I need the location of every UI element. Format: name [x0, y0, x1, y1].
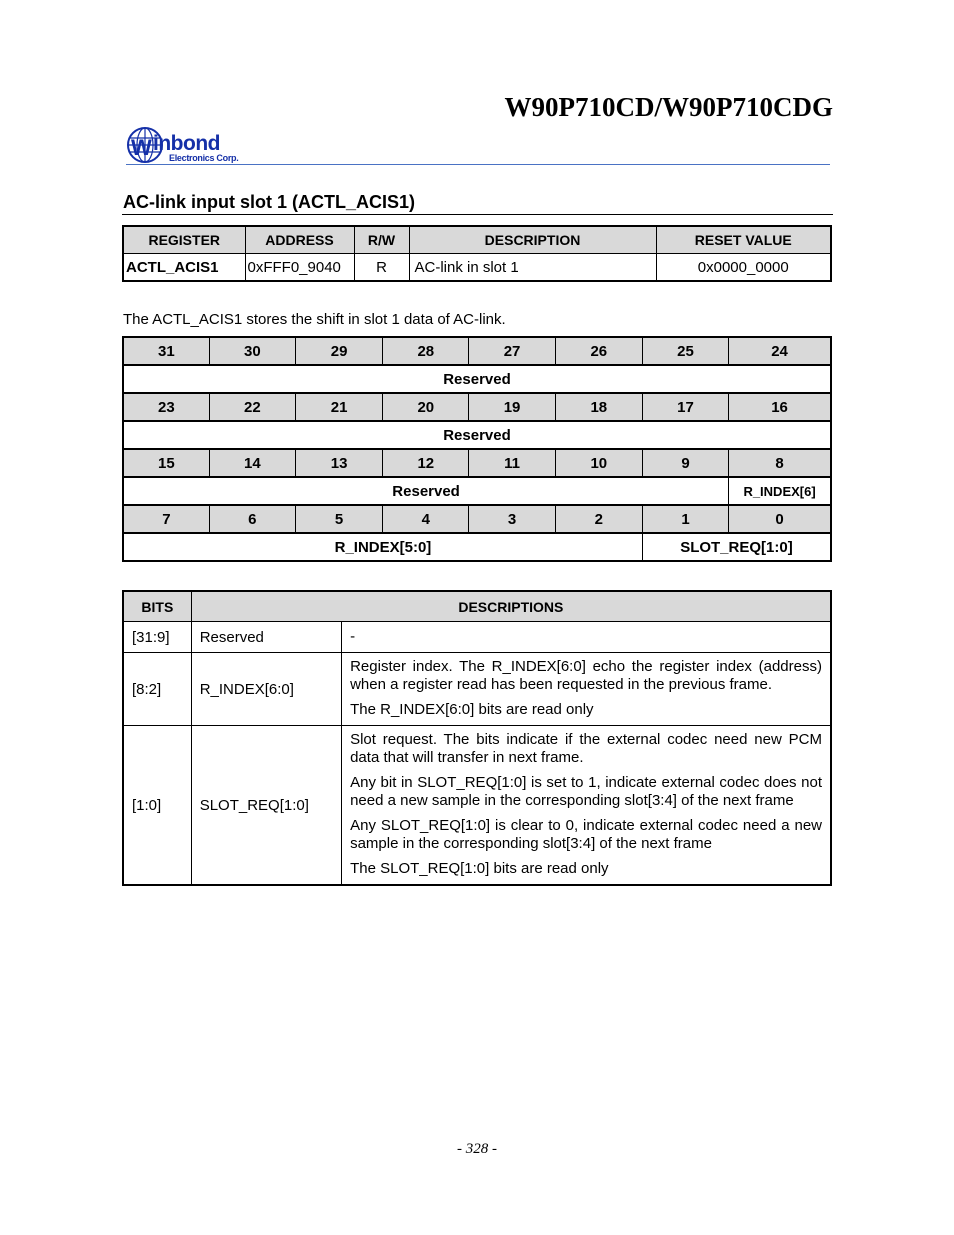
bit-number: 17 — [642, 393, 728, 421]
bit-map-table — [122, 336, 832, 562]
header-register: REGISTER — [123, 226, 245, 254]
bits-range: [31:9] — [123, 622, 191, 653]
section-title: AC-link input slot 1 (ACTL_ACIS1) — [123, 192, 415, 212]
bit-number: 24 — [729, 337, 831, 365]
bit-number: 20 — [383, 393, 469, 421]
bit-number: 27 — [469, 337, 555, 365]
register-rw: R — [354, 254, 409, 282]
field-name: R_INDEX[6:0] — [191, 653, 341, 726]
bit-number: 12 — [383, 449, 469, 477]
bit-number: 26 — [555, 337, 642, 365]
description-paragraph: Any SLOT_REQ[1:0] is clear to 0, indicate external codec need a new sample in the corresponding slot[3:4] of the next frame — [350, 817, 822, 852]
bit-field-row — [123, 477, 831, 505]
field-description — [342, 726, 831, 886]
bit-number: 10 — [555, 449, 642, 477]
page-number: - 328 - — [457, 1141, 497, 1157]
description-paragraph: Any bit in SLOT_REQ[1:0] is set to 1, indicate external codec does not need a new sample in the corresponding slot[3:4] of the next frame — [350, 774, 822, 809]
bit-number: 21 — [295, 393, 382, 421]
register-description: AC-link in slot 1 — [409, 254, 656, 282]
document-title: W90P710CD/W90P710CDG — [504, 92, 833, 122]
bit-field: Reserved — [123, 365, 831, 393]
bit-number: 7 — [123, 505, 209, 533]
bit-number: 15 — [123, 449, 209, 477]
field-description — [342, 622, 831, 653]
description-paragraph: The SLOT_REQ[1:0] bits are read only — [350, 860, 609, 877]
bit-field: Reserved — [123, 477, 729, 505]
logo-subtext: Electronics Corp. — [169, 153, 239, 163]
bits-range: [1:0] — [123, 726, 191, 886]
bit-number: 16 — [729, 393, 831, 421]
bit-number: 5 — [295, 505, 382, 533]
section-rule — [122, 214, 833, 215]
bit-field: R_INDEX[6] — [729, 477, 831, 505]
bit-number-row — [123, 505, 831, 533]
bit-field-row — [123, 365, 831, 393]
description-row — [123, 726, 831, 886]
bit-number: 8 — [729, 449, 831, 477]
header-bits: BITS — [123, 591, 191, 622]
description-paragraph: Register index. The R_INDEX[6:0] echo the register index (address) when a register read has been requested in the previous frame. — [350, 658, 822, 693]
field-name: Reserved — [191, 622, 341, 653]
register-name: ACTL_ACIS1 — [123, 254, 245, 282]
register-reset-value: 0x0000_0000 — [656, 254, 831, 282]
intro-text: The ACTL_ACIS1 stores the shift in slot 1 data of AC-link. — [123, 311, 506, 328]
bit-number: 9 — [642, 449, 728, 477]
description-row — [123, 622, 831, 653]
bit-number: 18 — [555, 393, 642, 421]
register-table — [122, 225, 832, 282]
bit-number: 0 — [729, 505, 831, 533]
bit-number-row — [123, 337, 831, 365]
header-rule — [126, 164, 830, 165]
bit-number: 2 — [555, 505, 642, 533]
bit-number: 14 — [209, 449, 295, 477]
bit-field-row — [123, 421, 831, 449]
register-table-header — [123, 226, 831, 254]
bit-number: 3 — [469, 505, 555, 533]
winbond-logo — [126, 126, 256, 166]
header-description: DESCRIPTION — [409, 226, 656, 254]
bit-number: 23 — [123, 393, 209, 421]
description-paragraph: - — [350, 628, 356, 645]
bit-field-row — [123, 533, 831, 561]
bit-number-row — [123, 393, 831, 421]
bit-number: 4 — [383, 505, 469, 533]
header-reset-value: RESET VALUE — [656, 226, 831, 254]
bit-number: 25 — [642, 337, 728, 365]
description-paragraph: The R_INDEX[6:0] bits are read only — [350, 701, 594, 718]
header-rw: R/W — [354, 226, 409, 254]
bit-field: SLOT_REQ[1:0] — [642, 533, 831, 561]
bit-number: 19 — [469, 393, 555, 421]
header-descriptions: DESCRIPTIONS — [191, 591, 831, 622]
svg-text:W: W — [131, 135, 152, 160]
bit-number: 6 — [209, 505, 295, 533]
bit-number: 29 — [295, 337, 382, 365]
bit-number: 1 — [642, 505, 728, 533]
description-table-header — [123, 591, 831, 622]
bits-range: [8:2] — [123, 653, 191, 726]
bit-number: 13 — [295, 449, 382, 477]
bit-number: 31 — [123, 337, 209, 365]
register-row — [123, 254, 831, 282]
bit-field: R_INDEX[5:0] — [123, 533, 642, 561]
logo-wordmark: inbond — [153, 132, 220, 155]
bit-number: 30 — [209, 337, 295, 365]
bit-number: 11 — [469, 449, 555, 477]
field-name: SLOT_REQ[1:0] — [191, 726, 341, 886]
header-address: ADDRESS — [245, 226, 354, 254]
register-address: 0xFFF0_9040 — [245, 254, 354, 282]
description-table — [122, 590, 832, 886]
bit-field: Reserved — [123, 421, 831, 449]
field-description — [342, 653, 831, 726]
bit-number: 28 — [383, 337, 469, 365]
description-paragraph: Slot request. The bits indicate if the external codec need new PCM data that will transfer in next frame. — [350, 731, 822, 766]
bit-number-row — [123, 449, 831, 477]
bit-number: 22 — [209, 393, 295, 421]
description-row — [123, 653, 831, 726]
